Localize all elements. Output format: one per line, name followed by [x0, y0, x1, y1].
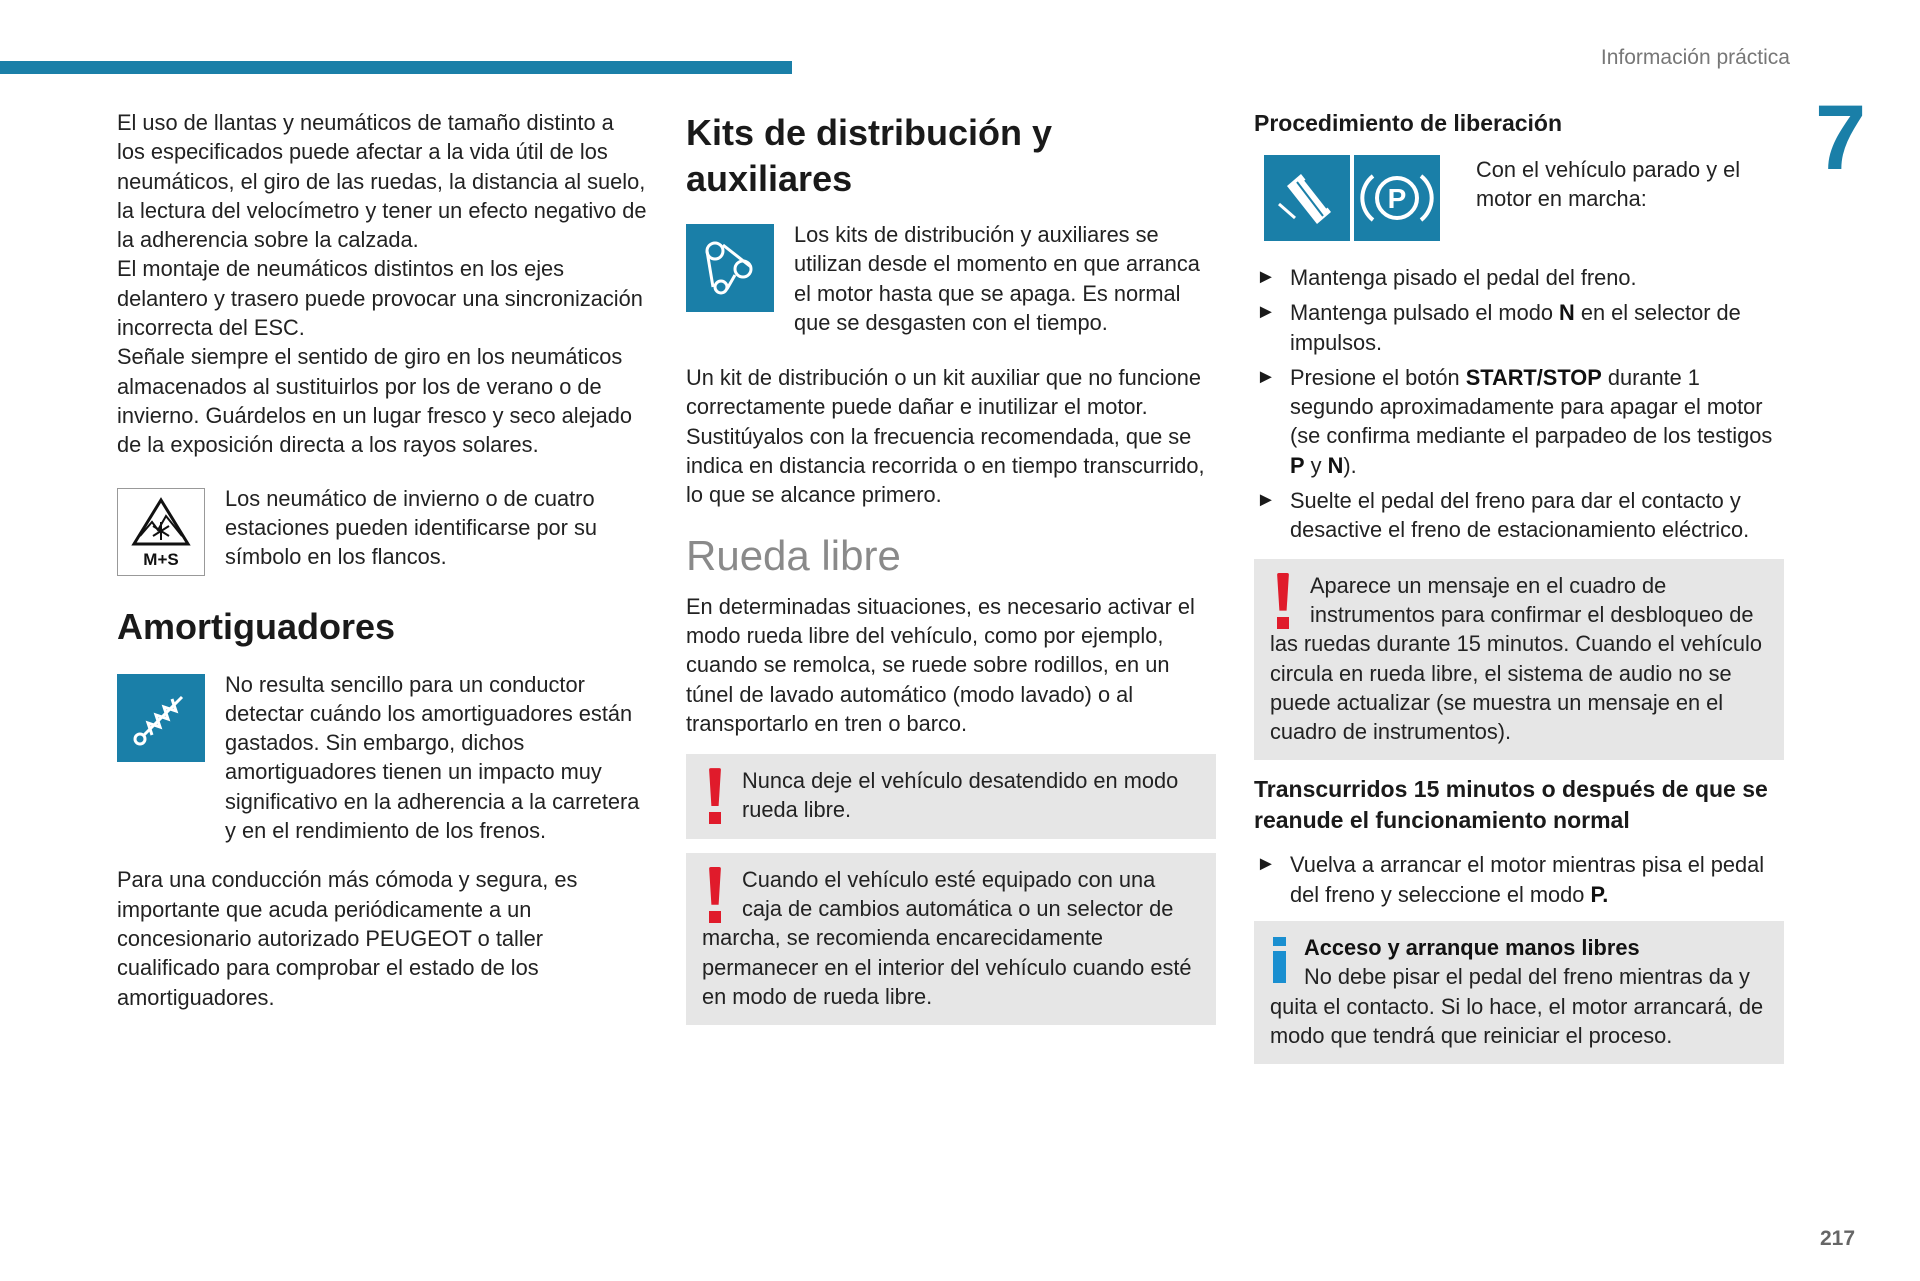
parking-p-label: P — [1387, 183, 1407, 214]
warning-box-release — [1254, 559, 1784, 761]
shocks-heading: Amortiguadores — [117, 605, 396, 647]
info-icon — [1270, 937, 1290, 983]
timing-belt-icon — [686, 224, 774, 312]
shocks-paragraph: Para una conducción más cómoda y segura, es importante que acuda periódicamente a un concesionario autorizado PEUGEOT o taller cualificado para comprobar el estado de los amortiguadores. — [117, 867, 578, 1010]
shocks-note — [117, 670, 647, 846]
freewheel-heading: Rueda libre — [686, 531, 901, 579]
brake-pedal-icon — [1264, 155, 1350, 241]
column-2 — [686, 108, 1216, 1025]
warning-release-text: Aparece un mensaje en el cuadro de instrumentos para confirmar el desbloqueo de las ruedas durante 15 minutos. Cuando el vehículo circula en rueda libre, el sistema de audio no se puede actualizar (se muestra un mensaje en el cuadro de instrumentos). — [1270, 572, 1762, 745]
ms-label: M+S — [143, 549, 179, 569]
winter-tyre-note — [117, 484, 647, 576]
release-intro-text: Con el vehículo parado y el motor en marcha: — [1476, 157, 1741, 212]
column-3 — [1254, 108, 1784, 1064]
freewheel-paragraph: En determinadas situaciones, es necesario activar el modo rueda libre del vehículo, como por ejemplo, cuando se remolca, se ruede sobre rodillos, en un túnel de lavado automático (modo lavado) o al transportarlo en tren o barco. — [686, 593, 1195, 736]
warning-icon — [1270, 573, 1296, 629]
shock-absorber-icon — [117, 674, 205, 762]
after-steps — [1254, 850, 1784, 909]
info-box-hands-free — [1254, 921, 1784, 1064]
release-intro — [1254, 155, 1784, 241]
chapter-number: 7 — [1815, 87, 1867, 189]
page-number: 217 — [1820, 1227, 1856, 1250]
list-item: ► Suelte el pedal del freno para dar el contacto y desactive el freno de estacionamiento eléctrico. — [1256, 488, 1750, 543]
section-title: Información práctica — [1600, 46, 1790, 69]
warning-box-automatic — [686, 853, 1216, 1025]
list-item: ► Vuelva a arrancar el motor mientras pisa el pedal del freno y seleccione el modo P. — [1256, 852, 1765, 907]
storage-paragraph: Señale siempre el sentido de giro en los neumáticos almacenados al sustituirlos por los de verano o de invierno. Guárdelos en un lugar fresco y seco alejado de la exposición directa a los rayos solares. — [117, 344, 632, 458]
info-title: Acceso y arranque manos libres — [1304, 935, 1640, 961]
info-text: No debe pisar el pedal del freno mientras da y quita el contacto. Si lo hace, el motor arrancará, de modo que tendrá que reiniciar el proceso. — [1270, 964, 1764, 1048]
arrow-right-icon: ► — [1256, 301, 1276, 324]
kits-note-text: Los kits de distribución y auxiliares se utilizan desde el momento en que arranca el motor hasta que se apaga. Es normal que se desgasten con el tiempo. — [794, 222, 1200, 335]
arrow-right-icon: ► — [1256, 489, 1276, 512]
warning-icon — [702, 768, 728, 824]
warning-automatic-text: Cuando el vehículo esté equipado con una caja de cambios automática o un selector de marcha, se recomienda encarecidamente permanecer en el interior del vehículo cuando esté en modo de rueda libre. — [702, 866, 1192, 1009]
warning-unattended-text: Nunca deje el vehículo desatendido en modo rueda libre. — [742, 768, 1179, 823]
kits-note — [686, 220, 1216, 337]
kits-heading: Kits de distribución y auxiliares — [686, 112, 1053, 199]
list-item: ► Mantenga pulsado el modo N en el selector de impulsos. — [1256, 300, 1741, 355]
top-accent-bar — [0, 61, 792, 74]
column-1 — [117, 108, 647, 1012]
warning-box-unattended — [686, 754, 1216, 839]
axle-paragraph: El montaje de neumáticos distintos en los ejes delantero y trasero puede provocar una sincronización incorrecta del ESC. — [117, 256, 643, 341]
winter-tyre-text: Los neumático de invierno o de cuatro estaciones pueden identificarse por su símbolo en los flancos. — [225, 485, 597, 570]
arrow-right-icon: ► — [1256, 853, 1276, 876]
snowflake-mountain-icon — [117, 488, 205, 576]
list-item: ► Mantenga pisado el pedal del freno. — [1254, 263, 1784, 292]
arrow-right-icon: ► — [1256, 365, 1276, 388]
arrow-right-icon: ► — [1256, 266, 1276, 288]
tyre-size-paragraph: El uso de llantas y neumáticos de tamaño distinto a los especificados puede afectar a la vida útil de los neumáticos, el giro de las ruedas, la distancia al suelo, la lectura del velocímetro y tener un efecto negativo de la adherencia sobre la calzada. — [117, 110, 647, 253]
brake-parking-icons — [1264, 155, 1440, 241]
list-item: ► Presione el botón START/STOP durante 1 segundo aproximadamente para apagar el motor (se confirma mediante el parpadeo de los testigos P y N). — [1256, 364, 1773, 478]
parking-brake-icon — [1354, 155, 1440, 241]
release-heading: Procedimiento de liberación — [1254, 110, 1563, 136]
warning-icon — [702, 867, 728, 923]
after-heading: Transcurridos 15 minutos o después de que se reanude el funcionamiento normal — [1254, 776, 1768, 834]
release-steps — [1254, 263, 1784, 545]
shocks-note-text: No resulta sencillo para un conductor detectar cuándo los amortiguadores están gastados. Sin embargo, dichos amortiguadores tienen un impacto muy significativo en la adherencia a la carretera y en el rendimiento de los frenos. — [225, 671, 640, 844]
kits-paragraph: Un kit de distribución o un kit auxiliar que no funcione correctamente puede dañar e inutilizar el motor. Sustitúyalos con la frecuencia recomendada, que se indica en distancia recorrida o en tiempo transcurrido, lo que se alcance primero. — [686, 365, 1205, 508]
